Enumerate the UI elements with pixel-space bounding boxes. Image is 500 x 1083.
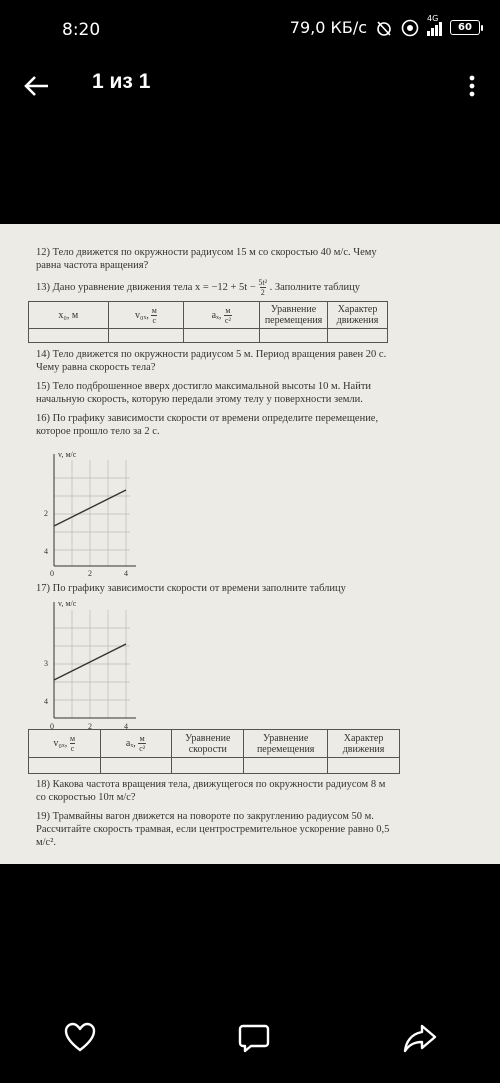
graph-1-xtick: 4 [124,569,128,578]
q19-line-3: м/с². [36,837,56,848]
t13-col-ax: aₓ, $\frac{м}{\text{с²}}$ [184,302,260,329]
back-button[interactable] [18,68,54,104]
bottom-action-bar [0,1000,500,1083]
q14-line-1: 14) Тело движется по окружности радиусом 5 м. Период вращения равен 20 с. [36,349,387,360]
t17-col-displacement-eq: Уравнение перемещения [244,730,328,758]
wifi-icon [401,19,419,37]
question-12 [36,246,476,272]
q13-prefix: 13) Дано уравнение движения тела x = −12 + 5t − [36,281,256,293]
like-button[interactable] [62,1020,98,1056]
graph-1-grid [54,460,130,566]
signal-icon [427,13,442,36]
question-13 [36,278,476,297]
t13-col-motion: Характер движения [328,302,388,329]
document-photo-bottom [0,804,500,864]
more-menu-button[interactable] [460,68,484,104]
table-13 [28,301,388,343]
graph-2-ytick: 3 [44,659,48,668]
q12-line-1: 12) Тело движется по окружности радиусом 15 м со скоростью 40 м/с. Чему [36,247,377,258]
q13-suffix: . Заполните таблицу [269,281,360,293]
arrow-left-icon [18,68,54,104]
table-17 [28,729,400,774]
graph-2-xtick: 0 [50,722,54,731]
question-17: 17) По графику зависимости скорости от времени заполните таблицу [36,583,346,594]
alarm-off-icon [375,19,393,37]
question-15 [36,380,476,406]
share-icon [402,1020,438,1056]
velocity-graph-1 [34,448,144,578]
graph-1-xtick: 0 [50,569,54,578]
question-18 [36,778,476,804]
t13-col-v0x: v₀ₓ, $\frac{м}{с}$ [108,302,184,329]
graph-2-axis-label: v, м/с [58,599,77,608]
q16-line-1: 16) По графику зависимости скорости от времени определите перемещение, [36,413,379,424]
question-14 [36,348,476,374]
table-13-row [29,329,388,343]
question-16 [36,412,476,438]
q18-line-2: со скоростью 10π м/с? [36,792,136,803]
comment-button[interactable] [236,1020,272,1056]
table-17-header [29,730,400,758]
document-photo [0,224,500,804]
more-vertical-icon [460,68,484,104]
network-type: 4G [427,13,439,23]
share-button[interactable] [402,1020,438,1056]
graph-1-ytick: 2 [44,509,48,518]
q13-frac-den: 2 [260,288,265,297]
t13-col-x0: x₀, м [29,302,109,329]
graph-2-grid [54,610,130,718]
graph-2-xtick: 4 [124,722,128,731]
graph-1-ytick: 4 [44,547,48,556]
app-bar [0,60,500,110]
graph-1-axis-label: v, м/с [58,450,77,459]
q13-fraction [258,278,267,297]
network-speed: 79,0 КБ/с [289,18,367,37]
status-bar [0,0,500,60]
t17-col-velocity-eq: Уравнение скорости [172,730,244,758]
q14-line-2: Чему равна скорость тела? [36,362,156,373]
q13-frac-num: 5t² [258,278,268,287]
q15-line-2: начальную скорость, которую передали этому телу у поверхности земли. [36,394,363,405]
comment-icon [236,1020,272,1056]
status-time: 8:20 [62,20,101,40]
t17-col-motion: Характер движения [328,730,400,758]
question-19 [36,810,476,849]
q16-line-2: которое прошло тело за 2 с. [36,426,160,437]
battery-level: 60 [458,22,472,33]
q12-line-2: равна частота вращения? [36,260,149,271]
q19-line-1: 19) Трамвайны вагон движется на повороте по закруглению радиусом 50 м. [36,811,374,822]
heart-icon [62,1020,98,1056]
status-icons [289,13,480,37]
q18-line-1: 18) Какова частота вращения тела, движущегося по окружности радиусом 8 м [36,779,386,790]
q19-line-2: Рассчитайте скорость трамвая, если центростремительное ускорение равно 0,5 [36,824,390,835]
velocity-graph-2 [34,596,144,732]
graph-1-xtick: 2 [88,569,92,578]
table-17-row [29,758,400,774]
page-counter: 1 из 1 [92,70,151,93]
t17-col-ax: aₓ, $\frac{м}{\text{с²}}$ [100,730,172,758]
table-13-header [29,302,388,329]
graph-2-xtick: 2 [88,722,92,731]
q15-line-1: 15) Тело подброшенное вверх достигло максимальной высоты 10 м. Найти [36,381,372,392]
graph-2-ytick: 4 [44,697,48,706]
t13-col-equation: Уравнение перемещения [260,302,328,329]
battery-icon [450,20,480,35]
t17-col-v0x: v₀ₓ, $\frac{м}{с}$ [29,730,101,758]
